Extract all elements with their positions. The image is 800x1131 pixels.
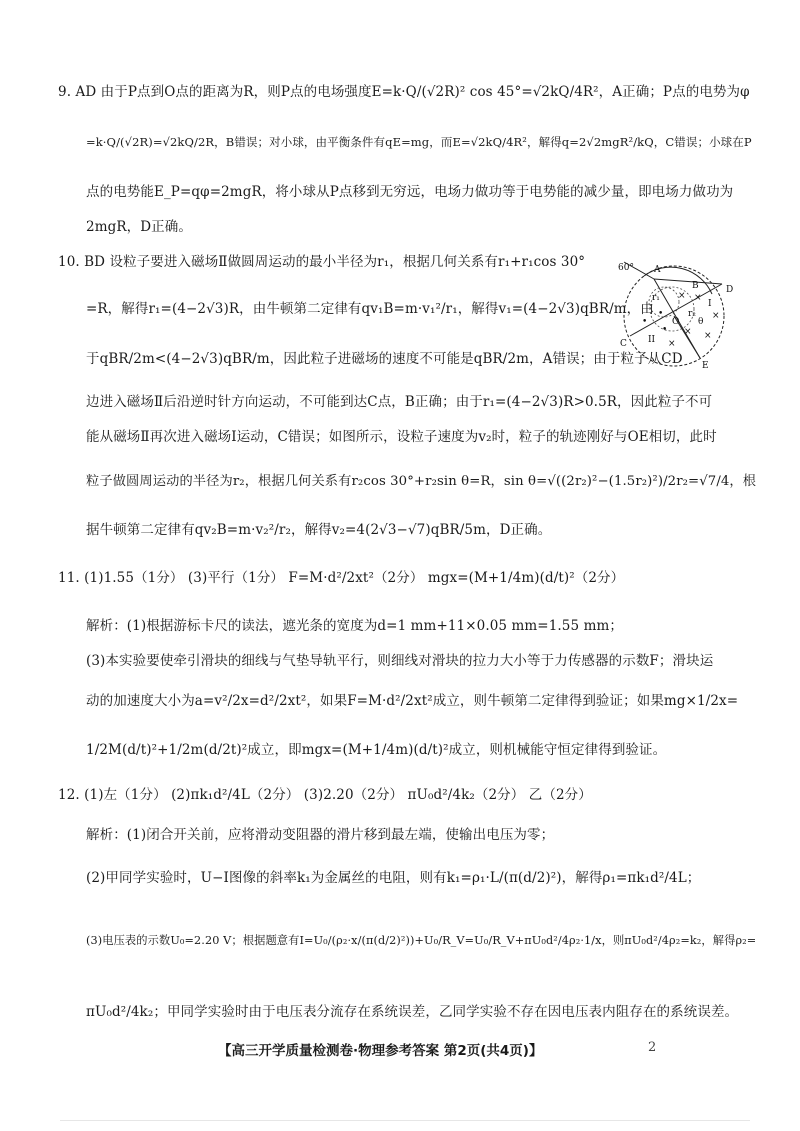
bottom-divider <box>60 1120 750 1121</box>
line-ad <box>654 279 722 284</box>
svg-text:•: • <box>642 317 648 327</box>
text-line: (2)甲同学实验时，U−I图像的斜率k₁为金属丝的电阻，则有k₁=ρ₁·L/(π(d/2)²)，解得ρ₁=πk₁d²/4L； <box>86 870 701 886</box>
text-line: 据牛顿第二定律有qv₂B=m·v₂²/r₂，解得v₂=4(2√3−√7)qBR/5m，D正确。 <box>86 522 552 538</box>
page-number: 2 <box>648 1040 657 1055</box>
text-line: 动的加速度大小为a=v²/2x=d²/2xt²，如果F=M·d²/2xt²成立，则牛顿第二定律得到验证；如果mg×1/2x= <box>86 693 739 709</box>
text-line: 能从磁场Ⅱ再次进入磁场Ⅰ运动，C错误；如图所示，设粒子速度为v₂时，粒子的轨迹刚好与OE相切，此时 <box>86 429 717 445</box>
radius-label: r₁ <box>652 293 660 303</box>
angle-label: θ <box>698 317 704 327</box>
point-label: D <box>726 285 734 295</box>
point-label: E <box>702 361 709 371</box>
text-line: 解析：(1)根据游标卡尺的读法，遮光条的宽度为d=1 mm+11×0.05 mm=1.55 mm； <box>86 618 623 634</box>
text-line: 2mgR，D正确。 <box>86 219 192 235</box>
svg-text:×: × <box>694 293 702 303</box>
text-line: =k·Q/(√2R)=√2kQ/2R，B错误；对小球，由平衡条件有qE=mg，而E=√2kQ/4R²，解得q=2√2mgR²/kQ，C错误；小球在P <box>86 135 752 149</box>
svg-text:×: × <box>684 327 692 337</box>
text-line: πU₀d²/4k₂；甲同学实验时由于电压表分流存在系统误差，乙同学实验不存在因电压表内阻存在的系统误差。 <box>86 1004 739 1020</box>
text-line: 解析：(1)闭合开关前，应将滑动变阻器的滑片移到最左端，使输出电压为零； <box>86 827 555 843</box>
text-line: (3)电压表的示数U₀=2.20 V；根据题意有I=U₀/(ρ₂·x/(π(d/2)²))+U₀/R_V=U₀/R_V+πU₀d²/4ρ₂·1/x，则πU₀d²/4ρ₂=k₂，解得ρ₂= <box>86 934 757 947</box>
text-line: 于qBR/2m<(4−2√3)qBR/m，因此粒子进磁场的速度不可能是qBR/2m，A错误；由于粒子从CD <box>86 351 683 367</box>
point-label: O <box>672 317 680 327</box>
text-line: 10. BD 设粒子要进入磁场Ⅱ做圆周运动的最小半径为r₁，根据几何关系有r₁+r₁cos 30° <box>58 254 586 270</box>
svg-text:×: × <box>678 291 686 301</box>
point-label: B <box>692 281 699 291</box>
diagram-svg <box>612 254 737 374</box>
svg-text:•: • <box>662 325 668 335</box>
angle-label: 60° <box>618 263 634 273</box>
text-line: =R，解得r₁=(4−2√3)R，由牛顿第二定律有qv₁B=m·v₁²/r₁，解得v₁=(4−2√3)qBR/m，由 <box>86 301 654 317</box>
text-line: 9. AD 由于P点到O点的距离为R，则P点的电场强度E=k·Q/(√2R)² cos 45°=√2kQ/4R²，A正确；P点的电势为φ <box>58 84 750 100</box>
line-cd <box>630 284 722 336</box>
region-label: II <box>648 335 656 345</box>
svg-text:×: × <box>712 311 720 321</box>
magnetic-field-diagram <box>612 254 737 374</box>
text-line: 12. (1)左（1分） (2)πk₁d²/4L（2分） (3)2.20（2分） πU₀d²/4k₂（2分） 乙（2分） <box>58 787 592 803</box>
text-line: 粒子做圆周运动的半径为r₂，根据几何关系有r₂cos 30°+r₂sin θ=R，sin θ=√((2r₂)²−(1.5r₂)²)/2r₂=√7/4，根 <box>86 474 757 489</box>
footer-title: 【高三开学质量检测卷·物理参考答案 第2页(共4页)】 <box>218 1043 543 1059</box>
radius-label: r₂ <box>688 309 696 319</box>
text-line: (3)本实验要使牵引滑块的细线与气垫导轨平行，则细线对滑块的拉力大小等于力传感器的示数F；滑块运 <box>86 653 714 669</box>
point-label: C <box>620 339 627 349</box>
text-line: 点的电势能E_P=qφ=2mgR，将小球从P点移到无穷远，电场力做功等于电势能的减少量，即电场力做功为 <box>86 184 734 200</box>
svg-text:×: × <box>704 331 712 341</box>
text-line: 边进入磁场Ⅱ后沿逆时针方向运动，不可能到达C点，B正确；由于r₁=(4−2√3)R>0.5R，因此粒子不可 <box>86 394 713 410</box>
region-label: I <box>708 299 712 309</box>
svg-text:×: × <box>668 339 676 349</box>
point-label: A <box>654 265 661 275</box>
text-line: 1/2M(d/t)²+1/2m(d/2t)²成立，即mgx=(M+1/4m)(d/t)²成立，则机械能守恒定律得到验证。 <box>86 742 667 758</box>
svg-text:•: • <box>658 309 664 319</box>
text-line: 11. (1)1.55（1分） (3)平行（1分） F=M·d²/2xt²（2分） mgx=(M+1/4m)(d/t)²（2分） <box>58 570 625 586</box>
